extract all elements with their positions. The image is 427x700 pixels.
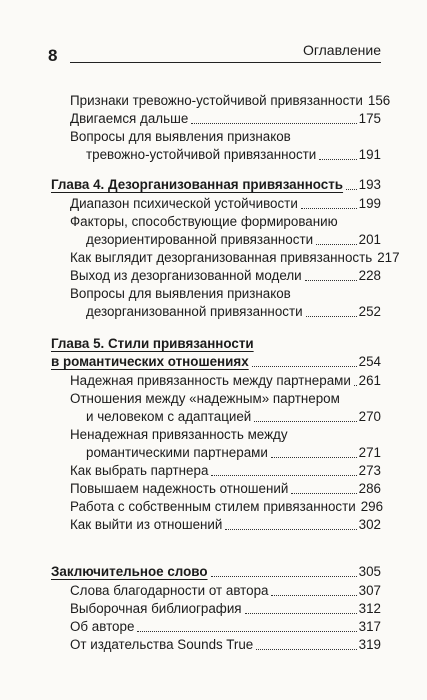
toc-entry xyxy=(70,92,391,110)
toc-entry-title: Слова благодарности от автора xyxy=(70,583,269,598)
toc-entry xyxy=(70,618,381,636)
toc-page-number: 305 xyxy=(358,564,381,579)
dot-leader xyxy=(271,595,356,596)
toc-entry-title: Выход из дезорганизованной модели xyxy=(70,268,302,283)
toc-page-number: 319 xyxy=(358,637,381,652)
toc-entry xyxy=(70,498,384,516)
toc-chapter-title-cont: в романтических отношениях xyxy=(51,354,249,369)
toc-page-number: 312 xyxy=(358,601,381,616)
toc-entry-title: Диапазон психической устойчивости xyxy=(70,196,298,211)
toc-entry-title-cont: тревожно-устойчивой привязанности xyxy=(86,147,317,162)
dot-leader xyxy=(354,385,357,386)
toc-entry xyxy=(70,285,381,321)
toc-entry-title: Повышаем надежность отношений xyxy=(70,481,289,496)
toc-entry xyxy=(70,195,381,213)
toc-entry-title: Как выйти из отношений xyxy=(70,517,223,532)
dot-leader xyxy=(254,421,356,422)
toc-entry xyxy=(70,462,381,480)
toc-page-number: 217 xyxy=(377,250,400,265)
dot-leader xyxy=(319,159,356,160)
toc-page-number: 286 xyxy=(358,481,381,496)
toc-entry-title-cont: романтическими партнерами xyxy=(86,445,268,460)
toc-entry-title: Признаки тревожно-устойчивой привязанности xyxy=(70,93,363,108)
dot-leader xyxy=(306,316,357,317)
page-number: 8 xyxy=(48,46,58,65)
toc-chapter-title: Заключительное слово xyxy=(51,564,208,579)
toc-entry xyxy=(70,372,381,390)
toc-entry xyxy=(70,249,400,267)
toc-entry-title-cont: и человеком с адаптацией xyxy=(86,409,252,424)
dot-leader xyxy=(301,208,357,209)
toc-page-number: 271 xyxy=(358,445,381,460)
dot-leader xyxy=(211,576,357,577)
dot-leader xyxy=(225,529,356,530)
toc-entry-title: Вопросы для выявления признаков xyxy=(70,286,291,301)
dot-leader xyxy=(245,613,357,614)
toc-page-number: 156 xyxy=(367,93,391,108)
toc-entry-title: Двигаемся дальше xyxy=(70,111,189,126)
toc-entry xyxy=(70,516,381,534)
dot-leader xyxy=(316,244,357,245)
dot-leader xyxy=(291,493,356,494)
toc-page-number: 261 xyxy=(358,373,381,388)
toc-entry-title-cont: дезорганизованной привязанности xyxy=(86,304,303,319)
toc-page-number: 317 xyxy=(358,619,381,634)
dot-leader xyxy=(137,631,356,632)
toc-page-number: 191 xyxy=(358,147,381,162)
toc-entry-title: Отношения между «надежным» партнером xyxy=(70,391,340,406)
toc-page-number: 254 xyxy=(358,354,381,369)
toc-chapter-title: Глава 4. Дезорганизованная привязанность xyxy=(51,177,344,192)
dot-leader xyxy=(256,649,356,650)
toc-entry-title: Факторы, способствующие формированию xyxy=(70,214,338,229)
toc-page-number: 175 xyxy=(358,111,381,126)
toc-page-number: 307 xyxy=(358,583,381,598)
toc-page-number: 199 xyxy=(358,196,381,211)
dot-leader xyxy=(211,475,356,476)
toc-entry-title: Вопросы для выявления признаков xyxy=(70,129,291,144)
dot-leader xyxy=(346,189,357,190)
toc-entry-title: Ненадежная привязанность между xyxy=(70,427,288,442)
toc-entry-title-cont: дезориентированной привязанности xyxy=(86,232,314,247)
toc-page-number: 201 xyxy=(358,232,381,247)
toc-entry xyxy=(70,480,381,498)
toc-entry xyxy=(70,426,381,462)
toc-page-number: 252 xyxy=(358,304,381,319)
toc-page-number: 273 xyxy=(358,463,381,478)
dot-leader xyxy=(305,280,357,281)
toc-entry-title: От издательства Sounds True xyxy=(70,637,254,652)
dot-leader xyxy=(252,366,357,367)
toc-page-number: 296 xyxy=(360,499,384,514)
toc-entry xyxy=(70,128,381,164)
toc-entry xyxy=(70,110,381,128)
toc-entry-title: Как выглядит дезорганизованная привязанность xyxy=(70,250,373,265)
toc-chapter-title: Глава 5. Стили привязанности xyxy=(51,336,254,351)
dot-leader xyxy=(191,123,356,124)
toc-entry xyxy=(70,636,381,654)
toc-entry-title: Об авторе xyxy=(70,619,135,634)
toc-entry-title: Работа с собственным стилем привязанности xyxy=(70,499,356,514)
toc-entry-title: Выборочная библиография xyxy=(70,601,242,616)
toc-chapter xyxy=(51,563,381,581)
toc-page-number: 228 xyxy=(358,268,381,283)
toc-page-number: 193 xyxy=(358,177,381,192)
dot-leader xyxy=(271,457,357,458)
toc-chapter xyxy=(51,176,381,194)
toc-entry xyxy=(70,582,381,600)
toc-entry-title: Как выбрать партнера xyxy=(70,463,209,478)
section-title: Оглавление xyxy=(302,42,381,58)
toc-chapter xyxy=(51,335,381,371)
toc-entry-title: Надежная привязанность между партнерами xyxy=(70,373,351,388)
toc-entry xyxy=(70,390,381,426)
toc-entry xyxy=(70,600,381,618)
toc-page-number: 302 xyxy=(358,517,381,532)
toc-entry xyxy=(70,267,381,285)
toc-entry xyxy=(70,213,381,249)
toc-page-number: 270 xyxy=(358,409,381,424)
